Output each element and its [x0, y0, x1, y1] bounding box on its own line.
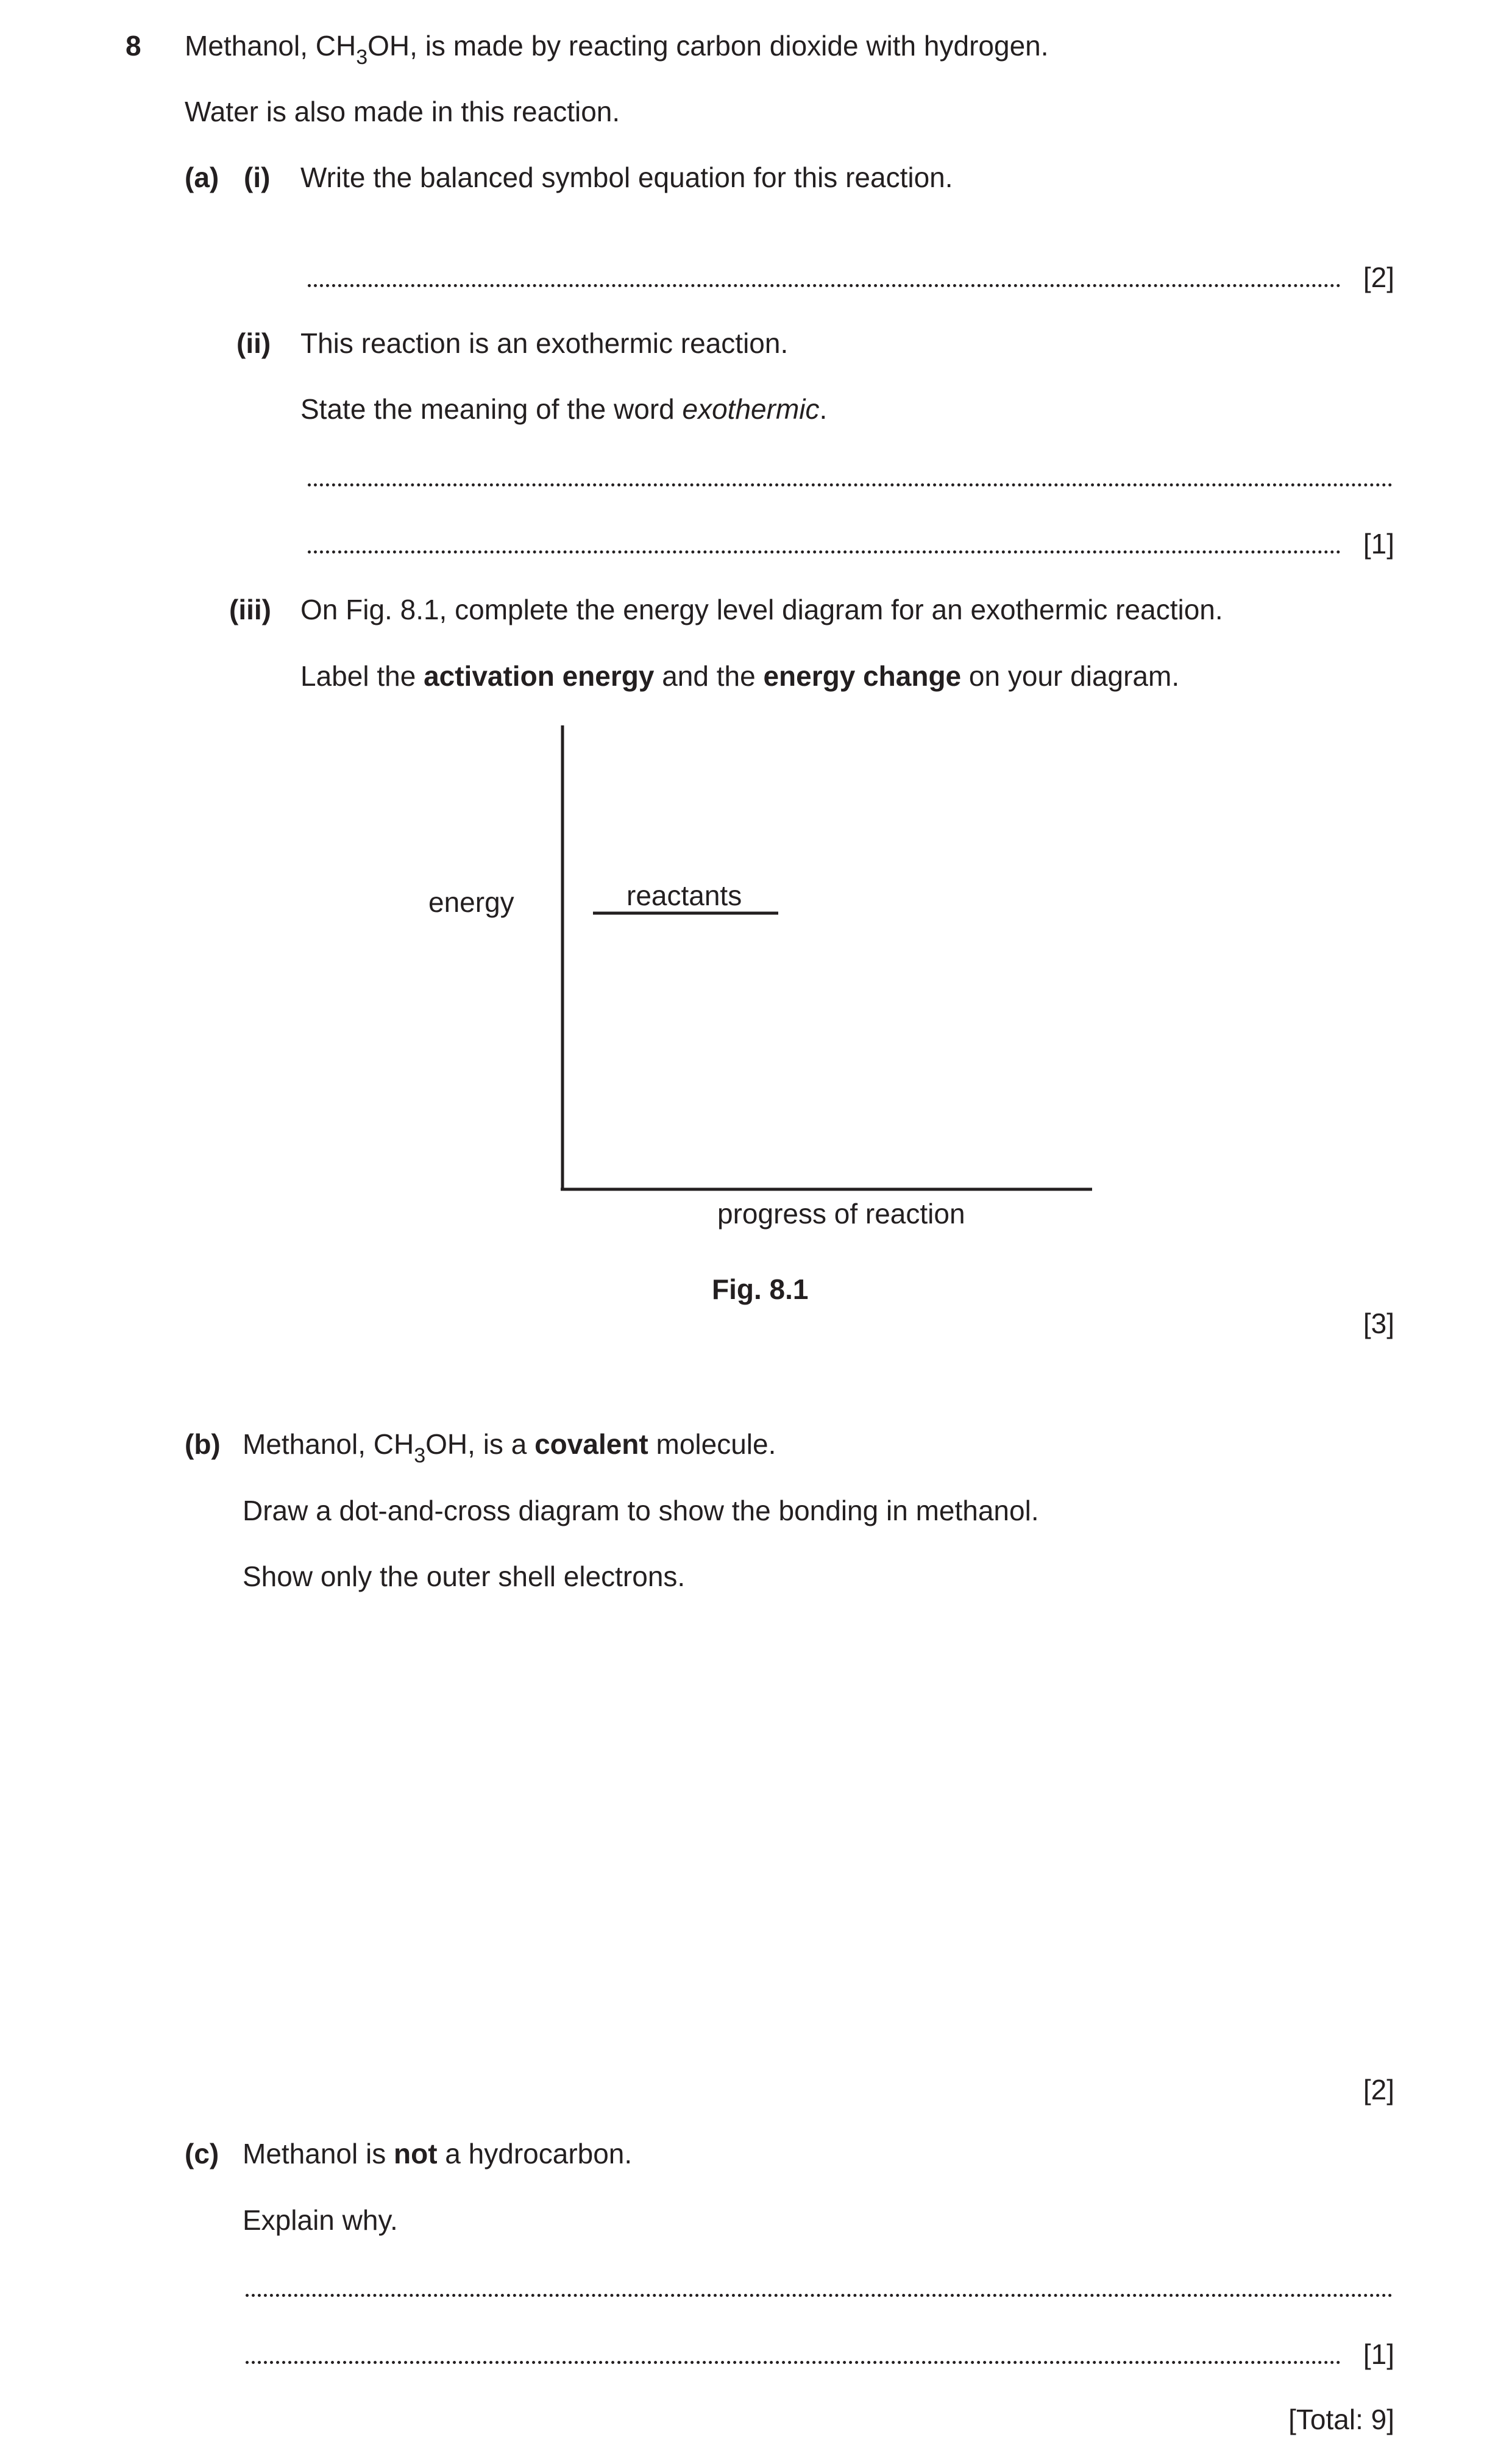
part-a-ii-label: (ii): [236, 327, 271, 359]
reactants-label: reactants: [626, 880, 742, 911]
part-a-iii-label-instruction: Label the activation energy and the energy change on your diagram.: [300, 660, 1180, 692]
question-intro: Methanol, $CH_3OH$, is made by reacting carbon dioxide with hydrogen.: [185, 30, 1049, 69]
mark-a-iii: [3]: [1363, 1308, 1394, 1339]
part-a-label: (a): [185, 162, 219, 193]
part-b-line3: Show only the outer shell electrons.: [243, 1561, 686, 1592]
answer-line-c-1[interactable]: [246, 2294, 1393, 2297]
part-b-label: (b): [185, 1428, 221, 1460]
figure-caption: Fig. 8.1: [712, 1273, 809, 1305]
part-a-i-text: Write the balanced symbol equation for this reaction.: [300, 162, 953, 193]
question-number: 8: [126, 30, 141, 62]
mark-c: [1]: [1363, 2338, 1394, 2370]
part-c-line2: Explain why.: [243, 2204, 398, 2236]
x-axis-label: progress of reaction: [717, 1198, 965, 1230]
part-a-iii-text: On Fig. 8.1, complete the energy level diagram for an exothermic reaction.: [300, 594, 1223, 625]
part-a-iii-label: (iii): [229, 594, 271, 625]
part-a-ii-prompt: State the meaning of the word exothermic.: [300, 393, 828, 425]
mark-a-i: [2]: [1363, 262, 1394, 293]
part-b-line1: Methanol, $CH_3OH$, is a covalent molecule.: [243, 1428, 776, 1467]
answer-line-c-2[interactable]: [246, 2361, 1341, 2364]
part-c-label: (c): [185, 2138, 219, 2169]
total-marks: [Total: 9]: [1288, 2404, 1394, 2435]
mark-a-ii: [1]: [1363, 528, 1394, 560]
part-a-i-label: (i): [244, 162, 271, 193]
part-a-ii-text: This reaction is an exothermic reaction.: [300, 327, 789, 359]
part-b-line2: Draw a dot-and-cross diagram to show the bonding in methanol.: [243, 1495, 1039, 1526]
y-axis-label: energy: [428, 886, 514, 918]
mark-b: [2]: [1363, 2074, 1394, 2105]
dot-and-cross-answer-space[interactable]: [243, 1615, 1394, 2042]
part-c-line1: Methanol is not a hydrocarbon.: [243, 2138, 633, 2169]
question-intro-line2: Water is also made in this reaction.: [185, 96, 620, 127]
